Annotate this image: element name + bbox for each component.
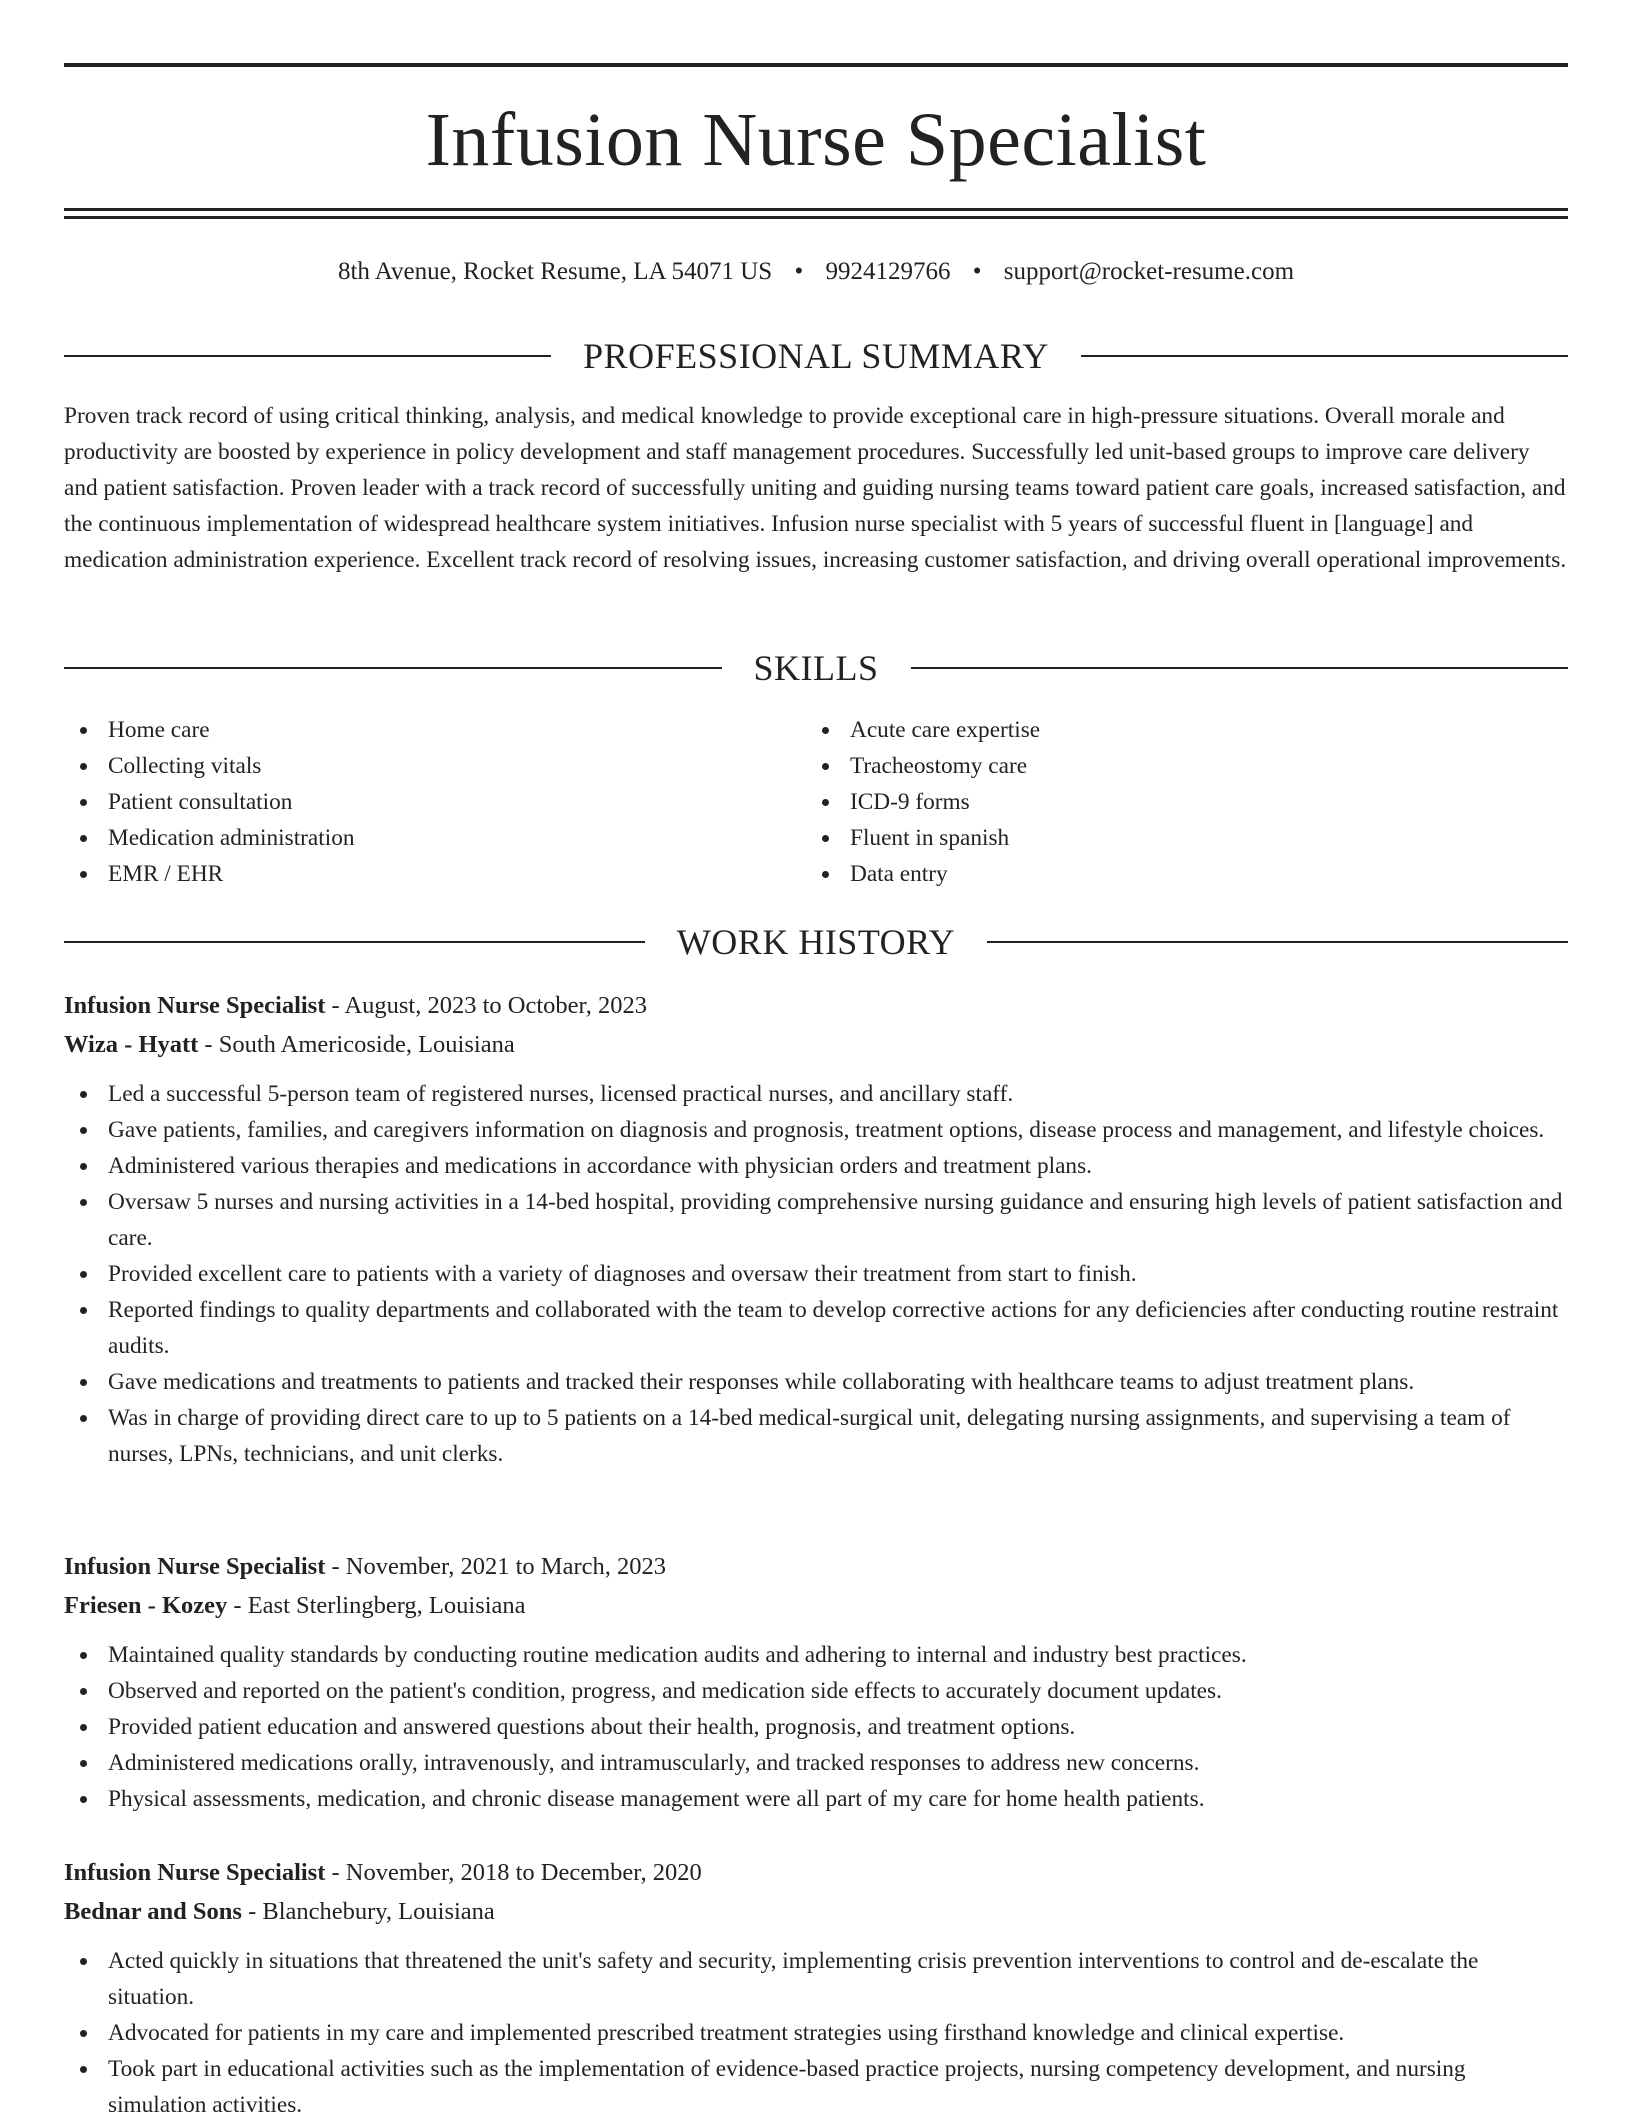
- section-rule-left: [64, 355, 551, 357]
- job-company: Bednar and Sons: [64, 1898, 242, 1925]
- skill-item: Fluent in spanish: [806, 820, 1548, 856]
- skills-column-right: [806, 712, 1548, 892]
- skill-item: Data entry: [806, 856, 1548, 892]
- skill-item: Medication administration: [64, 820, 806, 856]
- job-location: - East Sterlingberg, Louisiana: [227, 1592, 526, 1619]
- job-dates: - November, 2018 to December, 2020: [325, 1859, 702, 1886]
- skill-item: Tracheostomy care: [806, 748, 1548, 784]
- job-bullet: Gave medications and treatments to patients and tracked their responses while collaborating with healthcare teams to adjust treatment plans.: [64, 1364, 1568, 1400]
- job-bullets: [64, 1637, 1568, 1817]
- job-bullet: Administered medications orally, intravenously, and intramuscularly, and tracked responses to address new concerns.: [64, 1745, 1568, 1781]
- section-rule-left: [64, 667, 722, 669]
- job-location: - Blanchebury, Louisiana: [241, 1898, 495, 1925]
- contact-email: support@rocket-resume.com: [1003, 258, 1295, 285]
- job-bullet: Took part in educational activities such as the implementation of evidence-based practice projects, nursing competency development, and nursing simulation activities.: [64, 2051, 1568, 2123]
- skill-item: EMR / EHR: [64, 856, 806, 892]
- skill-item: Acute care expertise: [806, 712, 1548, 748]
- job-title-line: [64, 986, 1568, 1025]
- job-bullet: Gave patients, families, and caregivers information on diagnosis and prognosis, treatment options, disease process and management, and lifestyle choices.: [64, 1112, 1568, 1148]
- job-bullet: Maintained quality standards by conducting routine medication audits and adhering to internal and industry best practices.: [64, 1637, 1568, 1673]
- job-bullet: Led a successful 5-person team of registered nurses, licensed practical nurses, and ancillary staff.: [64, 1076, 1568, 1112]
- contact-separator: •: [972, 258, 982, 285]
- header-top-rule: [64, 63, 1568, 67]
- skill-item: ICD-9 forms: [806, 784, 1548, 820]
- header-double-rule-lower: [64, 216, 1568, 219]
- job-bullet: Acted quickly in situations that threatened the unit's safety and security, implementing crisis prevention interventions to control and de-escalate the situation.: [64, 1943, 1568, 2015]
- job-bullet: Administered various therapies and medications in accordance with physician orders and treatment plans.: [64, 1148, 1568, 1184]
- contact-separator: •: [794, 258, 804, 285]
- job-entry: [64, 1547, 1568, 1817]
- contact-line: [64, 254, 1568, 290]
- section-rule-right: [1081, 355, 1568, 357]
- job-location: - South Americoside, Louisiana: [198, 1031, 515, 1058]
- page-title: Infusion Nurse Specialist: [425, 98, 1207, 182]
- job-title-line: [64, 1547, 1568, 1586]
- skill-item: Collecting vitals: [64, 748, 806, 784]
- section-title: SKILLS: [753, 648, 879, 688]
- job-company-line: [64, 1892, 1568, 1931]
- skill-item: Patient consultation: [64, 784, 806, 820]
- job-title: Infusion Nurse Specialist: [64, 1553, 326, 1580]
- section-heading-work-history: [64, 920, 1568, 964]
- job-dates: - November, 2021 to March, 2023: [325, 1553, 666, 1580]
- job-dates: - August, 2023 to October, 2023: [325, 992, 647, 1019]
- job-bullet: Observed and reported on the patient's condition, progress, and medication side effects to accurately document updates.: [64, 1673, 1568, 1709]
- job-bullet: Provided excellent care to patients with a variety of diagnoses and oversaw their treatment from start to finish.: [64, 1256, 1568, 1292]
- section-title: PROFESSIONAL SUMMARY: [583, 336, 1049, 376]
- section-rule-right: [987, 941, 1568, 943]
- skills-column-left: [64, 712, 806, 892]
- header-double-rule-upper: [64, 208, 1568, 211]
- job-company-line: [64, 1025, 1568, 1064]
- contact-address: 8th Avenue, Rocket Resume, LA 54071 US: [337, 258, 773, 285]
- job-bullet: Was in charge of providing direct care to up to 5 patients on a 14-bed medical-surgical unit, delegating nursing assignments, and supervising a team of nurses, LPNs, technicians, and unit clerks.: [64, 1400, 1568, 1472]
- job-entry: [64, 1853, 1568, 2123]
- section-rule-left: [64, 941, 645, 943]
- job-bullet: Oversaw 5 nurses and nursing activities in a 14-bed hospital, providing comprehensive nursing guidance and ensuring high levels of patient satisfaction and care.: [64, 1184, 1568, 1256]
- job-bullet: Provided patient education and answered questions about their health, prognosis, and treatment options.: [64, 1709, 1568, 1745]
- skills-list: [64, 712, 1568, 892]
- section-heading-summary: [64, 334, 1568, 378]
- job-bullet: Advocated for patients in my care and implemented prescribed treatment strategies using firsthand knowledge and clinical expertise.: [64, 2015, 1568, 2051]
- job-title-line: [64, 1853, 1568, 1892]
- job-company-line: [64, 1586, 1568, 1625]
- job-bullets: [64, 1076, 1568, 1472]
- contact-phone: 9924129766: [825, 258, 951, 285]
- job-bullet: Physical assessments, medication, and chronic disease management were all part of my care for home health patients.: [64, 1781, 1568, 1817]
- job-company: Friesen - Kozey: [64, 1592, 228, 1619]
- professional-summary-text: Proven track record of using critical thinking, analysis, and medical knowledge to provide exceptional care in high-pressure situations. Overall morale and productivity are boosted by experience in policy development and staff management procedures. Successfully led unit-based groups to improve care delivery and patient satisfaction. Proven leader with a track record of successfully uniting and guiding nursing teams toward patient care goals, increased satisfaction, and the continuous implementation of widespread healthcare system initiatives. Infusion nurse specialist with 5 years of successful fluent in [language] and medication administration experience. Excellent track record of resolving issues, increasing customer satisfaction, and driving overall operational improvements.: [64, 403, 1567, 573]
- section-rule-right: [911, 667, 1569, 669]
- section-heading-skills: [64, 646, 1568, 690]
- job-title: Infusion Nurse Specialist: [64, 992, 326, 1019]
- section-title: WORK HISTORY: [676, 922, 956, 962]
- job-title: Infusion Nurse Specialist: [64, 1859, 326, 1886]
- job-company: Wiza - Hyatt: [64, 1031, 199, 1058]
- skill-item: Home care: [64, 712, 806, 748]
- job-bullets: [64, 1943, 1568, 2123]
- job-entry: [64, 986, 1568, 1472]
- job-bullet: Reported findings to quality departments and collaborated with the team to develop corrective actions for any deficiencies after conducting routine restraint audits.: [64, 1292, 1568, 1364]
